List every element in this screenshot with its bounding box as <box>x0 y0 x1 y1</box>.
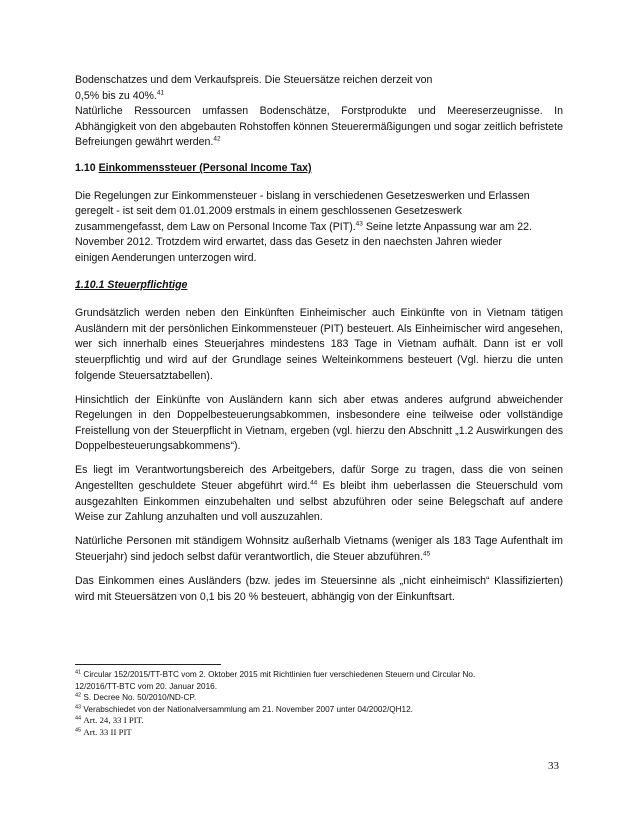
footnote-ref-41[interactable]: 41 <box>156 89 165 97</box>
paragraph-income-tax-law: Die Regelungen zur Einkommensteuer - bislang in verschiedenen Gesetzeswerken und Erlassen geregelt - ist seit dem 01.01.2009 erstmals in einem geschlossenen Gesetzeswerk zusammengefasst, dem Law on Personal Income Tax (PIT).$^{43}$ Seine letzte Anpassung war am 22. November 2012. Trotzdem wird erwartet, dass das Gesetz in den naechsten Jahren wieder einigen Aenderungen unterzogen wird. <box>75 189 532 264</box>
page-number: 33 <box>548 760 559 772</box>
footnote-45: $^{45}$ Art. 33 II PIT <box>75 726 132 737</box>
footnote-41: $^{41}$ Circular 152/2015/TT-BTC vom 2. Oktober 2015 mit Richtlinien fuer verschiedenen Steuern und Circular No. 12/2016/TT-BTC vom 20. Januar 2016. <box>75 669 476 691</box>
footnote-42: $^{42}$ S. Decree No. 50/2010/ND-CP. <box>75 692 197 703</box>
footnote-ref-45[interactable]: 45 <box>423 550 431 558</box>
footnote-ref-43[interactable]: 43 <box>355 220 363 228</box>
footnote-ref-42[interactable]: 42 <box>213 135 221 143</box>
page-body <box>75 73 563 605</box>
section-heading-income-tax: 1.10 Einkommenssteuer (Personal Income Tax) <box>75 161 312 174</box>
subsection-heading-taxpayers: 1.10.1 Steuerpflichtige <box>75 278 188 291</box>
paragraph-foreigner-tax-rates: Das Einkommen eines Ausländers (bzw. jedes im Steuersinne als „nicht einheimisch“ Klassifizierten) wird mit Steuersätzen von 0,1 bis 20 % besteuert, abhängig von der Einkunftsart. <box>75 575 563 603</box>
footnote-44: $^{44}$ Art. 24, 33 I PIT. <box>75 715 144 726</box>
paragraph-resources-intro: Bodenschatzes und dem Verkaufspreis. Die Steuersätze reichen derzeit von 0,5% bis zu 40%.$^{41}$ <box>75 74 433 102</box>
footnote-ref-44[interactable]: 44 <box>310 479 318 487</box>
footnote-43: $^{43}$ Verabschiedet von der Nationalversammlung am 21. November 2007 unter 04/2002/QH12. <box>75 704 413 714</box>
footnotes <box>75 669 563 739</box>
paragraph-employer-responsibility: Es liegt im Verantwortungsbereich des Arbeitgebers, dafür Sorge zu tragen, dass die von seinen Angestellten geschuldete Steuer abgeführt wird.$^{44}$ Es bleibt ihm ueberlassen die Steuerschuld vom ausgezahlten Einkommen einzubehalten und selbst abzuführen oder seine Belegschaft auf andere Weise zur Zahlung anzuhalten und voll auszuzahlen. <box>75 464 563 524</box>
paragraph-foreigners-income: Hinsichtlich der Einkünfte von Ausländern kann sich aber etwas anderes aufgrund abweichender Regelungen in den Doppelbesteuerungsabkommen, insbesondere eine teilweise oder vollständige Freistellung von der Steuerpflicht in Vietnam, ergeben (vgl. hierzu den Abschnitt „1.2 Auswirkungen des Doppelbesteuerungsabkommens“). <box>75 393 563 453</box>
paragraph-non-residents: Natürliche Personen mit ständigem Wohnsitz außerhalb Vietnams (weniger als 183 Tage Aufenthalt im Steuerjahr) sind jedoch selbst dafür verantwortlich, die Steuer abzuführen.$^{45}$ <box>75 535 563 563</box>
paragraph-taxpayers: Grundsätzlich werden neben den Einkünften Einheimischer auch Einkünfte von in Vietnam tätigen Ausländern mit der persönlichen Einkommensteuer (PIT) besteuert. Als Einheimischer wird angesehen, wer sich innerhalb eines Steuerjahres mindestens 183 Tage in Vietnam aufhält. Dann ist er voll steuerpflichtig und wird auf der Grundlage seines Welteinkommens besteuert (Vgl. hierzu die unten folgende Steuersatztabellen). <box>75 307 563 382</box>
paragraph-natural-resources: Natürliche Ressourcen umfassen Bodenschätze, Forstprodukte und Meereserzeugnisse. In Abhängigkeit von den abgebauten Rohstoffen können Steuerermäßigungen und sogar zeitlich befristete Befreiungen gewährt werden.$^{42}$ <box>75 105 563 149</box>
footnote-separator <box>75 664 221 665</box>
